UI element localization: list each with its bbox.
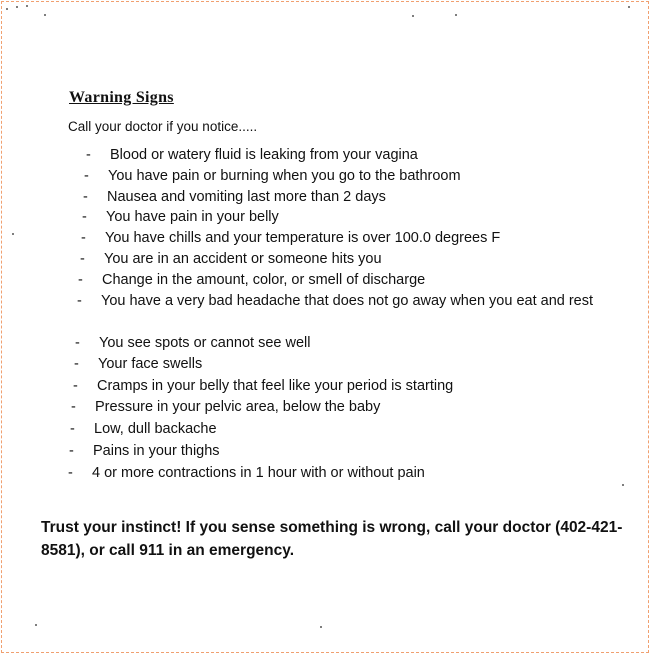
list-item-text: Cramps in your belly that feel like your period is starting <box>97 378 454 394</box>
list-item-text: Change in the amount, color, or smell of discharge <box>102 272 426 288</box>
scan-speck <box>26 5 28 7</box>
closing-statement: Trust your instinct! If you sense something is wrong, call your doctor (402-421-8581), or call 911 in an emergency. <box>41 519 623 559</box>
bullet-dash: - <box>74 356 79 372</box>
list-item-text: You have chills and your temperature is over 100.0 degrees F <box>105 230 501 246</box>
scan-speck <box>455 14 457 16</box>
list-item-text: You are in an accident or someone hits you <box>104 251 382 267</box>
bullet-dash: - <box>69 443 74 459</box>
list-item-text: You have pain or burning when you go to the bathroom <box>108 168 461 184</box>
bullet-dash: - <box>82 209 87 225</box>
scan-speck <box>6 8 8 10</box>
scan-speck <box>16 6 18 8</box>
page-title: Warning Signs <box>69 89 174 106</box>
scan-speck <box>628 6 630 8</box>
bullet-dash: - <box>70 421 75 437</box>
list-item-text: You see spots or cannot see well <box>99 335 311 351</box>
scan-speck <box>44 14 46 16</box>
list-item-text: Pains in your thighs <box>93 443 220 459</box>
list-item-text: You have a very bad headache that does not go away when you eat and rest <box>101 293 594 309</box>
bullet-dash: - <box>77 293 82 309</box>
bullet-dash: - <box>80 251 85 267</box>
list-item-text: Blood or watery fluid is leaking from your vagina <box>110 147 418 163</box>
bullet-dash: - <box>75 335 80 351</box>
bullet-dash: - <box>84 168 89 184</box>
bullet-dash: - <box>81 230 86 246</box>
scan-speck <box>12 233 14 235</box>
list-item-text: Nausea and vomiting last more than 2 days <box>107 189 386 205</box>
scan-speck <box>622 484 624 486</box>
bullet-dash: - <box>68 465 73 481</box>
bullet-dash: - <box>86 147 91 163</box>
scan-speck <box>412 15 414 17</box>
bullet-dash: - <box>83 189 88 205</box>
list-item-text: Your face swells <box>98 356 203 372</box>
intro-text: Call your doctor if you notice..... <box>68 119 258 134</box>
scan-speck <box>320 626 322 628</box>
list-item-text: You have pain in your belly <box>106 209 279 225</box>
list-item-text: Low, dull backache <box>94 421 217 437</box>
scan-speck <box>35 624 37 626</box>
bullet-dash: - <box>71 399 76 415</box>
bullet-dash: - <box>73 378 78 394</box>
list-item-text: 4 or more contractions in 1 hour with or without pain <box>92 465 425 481</box>
list-item-text: Pressure in your pelvic area, below the baby <box>95 399 381 415</box>
bullet-dash: - <box>78 272 83 288</box>
